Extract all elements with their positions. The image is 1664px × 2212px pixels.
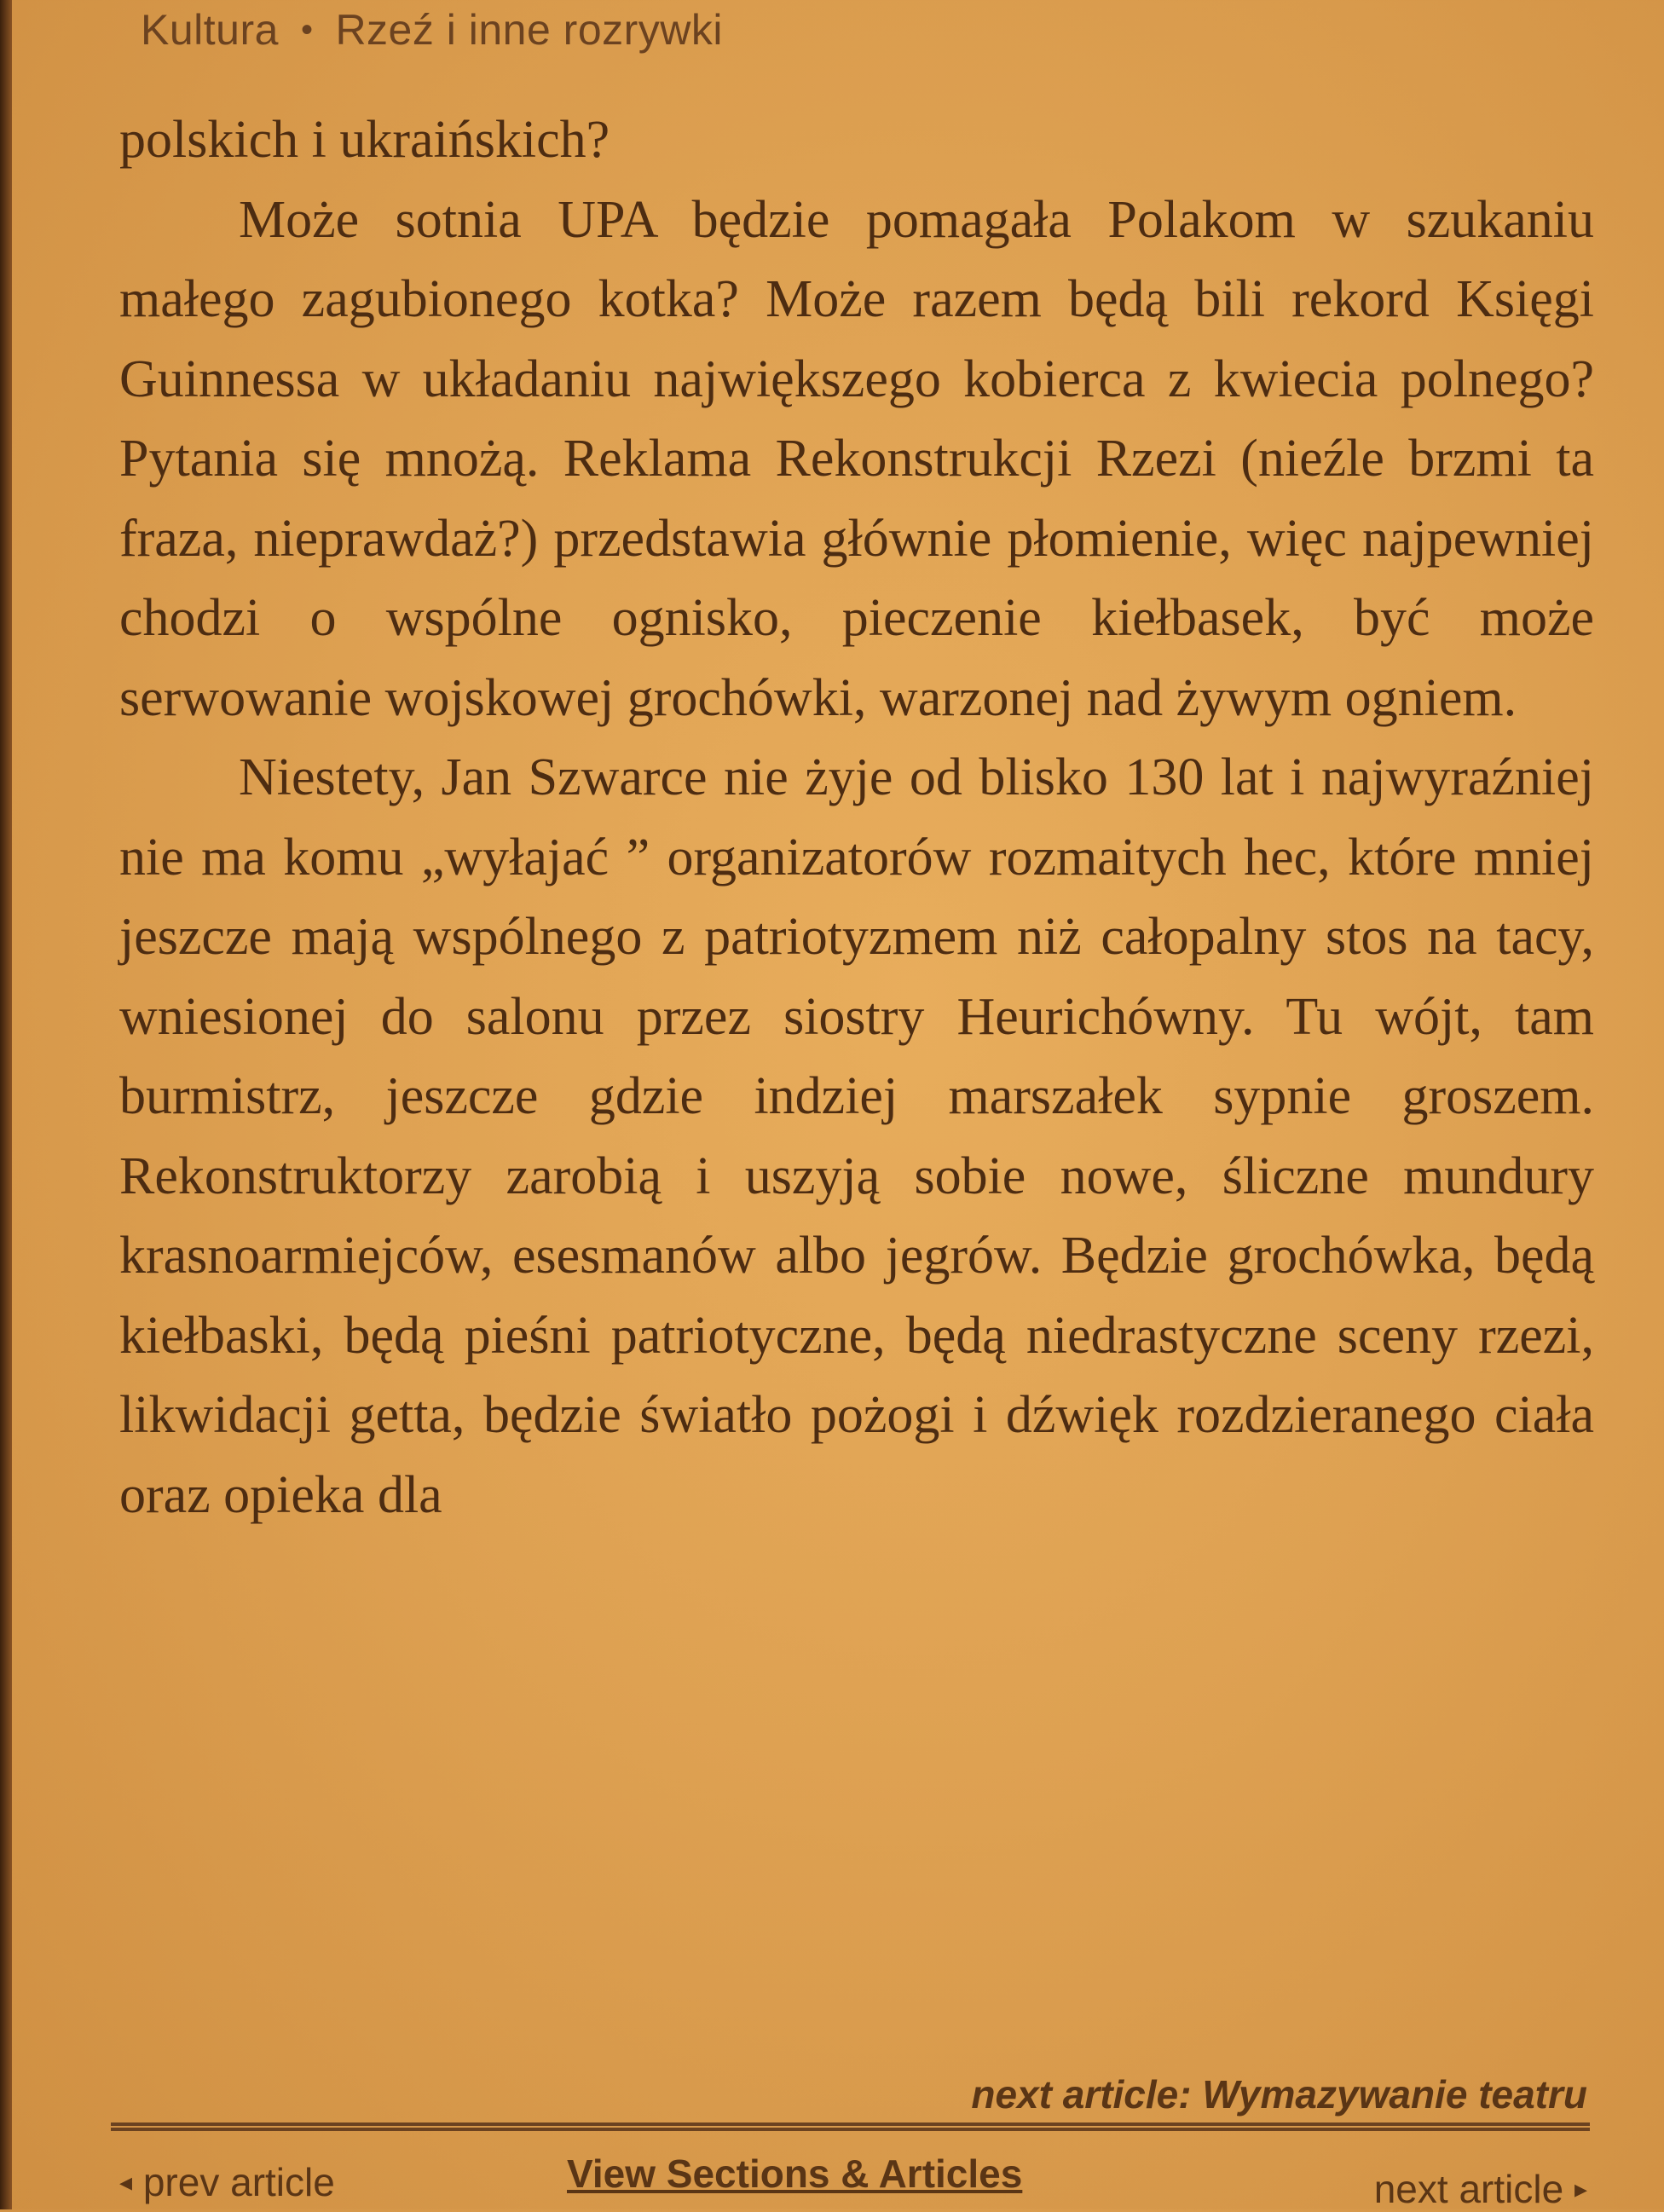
running-header bbox=[141, 5, 723, 55]
article-paragraph: polskich i ukraińskich? bbox=[119, 111, 610, 169]
article-title: Rzeź i inne rozrywki bbox=[335, 6, 724, 54]
next-article-button[interactable] bbox=[1374, 2166, 1587, 2212]
footer-divider bbox=[111, 2122, 1590, 2131]
view-sections-articles-button[interactable]: View Sections & Articles bbox=[567, 2151, 1023, 2196]
section-name: Kultura bbox=[141, 6, 279, 54]
next-article-title-link[interactable]: next article: Wymazywanie teatru bbox=[971, 2072, 1587, 2117]
prev-article-button[interactable] bbox=[119, 2159, 335, 2205]
article-paragraph: Może sotnia UPA będzie pomagała Polakom w szukaniu małego zagubionego kotka? Może razem będą bili rekord Księgi Guinnessa w układaniu największego kobierca z kwiecia polnego? Pytania się mnożą. Reklama Rekonstrukcji Rzezi (nieźle brzmi ta fraza, nieprawdaż?) przedstawia głównie płomienie, więc najpewniej chodzi o wspólne ognisko, pieczenie kiełbasek, być może serwowanie wojskowej grochówki, warzonej nad żywym ogniem. bbox=[119, 190, 1594, 727]
device-bezel-edge bbox=[0, 0, 12, 2209]
chevron-left-icon: ◂ bbox=[119, 2169, 133, 2197]
chevron-right-icon: ▸ bbox=[1574, 2175, 1587, 2203]
prev-article-label: prev article bbox=[142, 2160, 335, 2204]
article-body bbox=[119, 101, 1594, 1535]
header-separator: • bbox=[300, 11, 314, 49]
footer-navigation bbox=[0, 2144, 1664, 2209]
article-paragraph: Niestety, Jan Szwarce nie żyje od blisko 130 lat i najwyraźniej nie ma komu „wyłajać ” organizatorów rozmaitych hec, które mniej jeszcze mają wspólnego z patriotyzmem niż całopalny stos na tacy, wniesionej do salonu przez siostry Heurichówny. Tu wójt, tam burmistrz, jeszcze gdzie indziej marszałek sypnie groszem. Rekonstruktorzy zarobią i uszyją sobie nowe, śliczne mundury krasnoarmiejców, esesmanów albo jegrów. Będzie grochówka, będą kiełbaski, będą pieśni patriotyczne, będą niedrastyczne sceny rzezi, likwidacji getta, będzie światło pożogi i dźwięk rozdzieranego ciała oraz opieka dla bbox=[119, 748, 1594, 1524]
next-article-label: next article bbox=[1373, 2167, 1564, 2211]
